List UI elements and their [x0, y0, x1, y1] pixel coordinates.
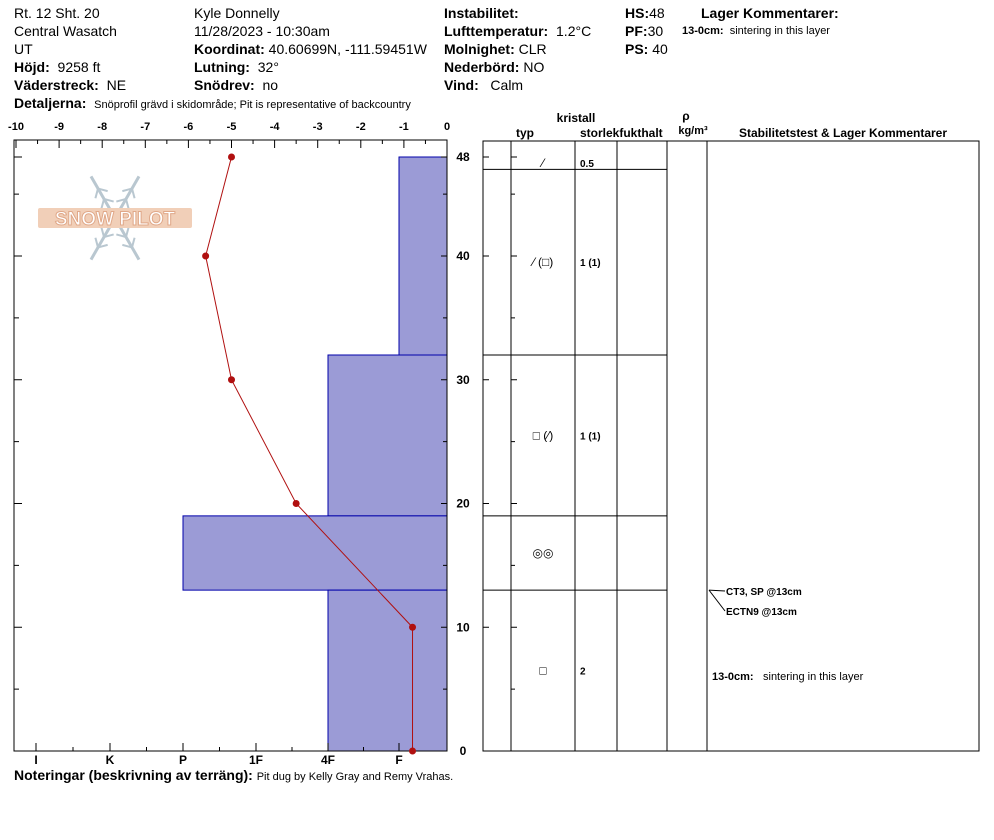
typ-header: typ: [516, 126, 534, 140]
snowflake-branch: [95, 189, 98, 199]
storlek-header: storlek: [580, 126, 620, 140]
header-layer-comment-text: sintering in this layer: [729, 25, 830, 37]
notes-value: Pit dug by Kelly Gray and Remy Vrahas.: [256, 771, 454, 783]
snowflake-branch: [132, 189, 135, 199]
site-name: Rt. 12 Sht. 20: [14, 5, 100, 21]
hardness-label: 4F: [320, 753, 336, 767]
temp-point: [409, 748, 416, 755]
ps-label: PS:: [625, 41, 649, 57]
snowflake-branch: [101, 199, 104, 209]
crystal-size: 1 (1): [580, 431, 601, 443]
hardness-label: F: [395, 753, 403, 767]
hardness-layers: [183, 157, 447, 751]
snowflake-branch: [132, 238, 135, 248]
temp-tick-label: -7: [140, 121, 151, 133]
temp-point: [228, 376, 235, 383]
stability-test-text: CT3, SP @13cm: [726, 587, 802, 598]
hardness-layer-3: [328, 590, 447, 751]
temp-tick-label: -1: [399, 121, 409, 133]
slope-label: Lutning:: [194, 59, 250, 75]
temp-point: [228, 154, 235, 161]
state-name: UT: [14, 41, 33, 57]
stability-header: Stabilitetstest & Lager Kommentarer: [738, 126, 948, 140]
blowing-value: no: [262, 77, 279, 93]
temp-tick-label: -3: [312, 121, 323, 133]
elevation-value: 9258 ft: [57, 59, 101, 75]
layer-comment-text: sintering in this layer: [763, 671, 864, 683]
blowing-label: Snödrev:: [194, 77, 255, 93]
stability-test-text: ECTN9 @13cm: [726, 607, 797, 618]
temp-point: [202, 253, 209, 260]
hardness-layer-0: [399, 157, 447, 355]
hardness-layer-2: [183, 516, 447, 590]
sky-value: CLR: [518, 41, 547, 57]
crystal-type-symbol: ⁄: [541, 156, 545, 171]
height-tick-label: 10: [456, 620, 470, 635]
instability-label: Instabilitet:: [444, 5, 519, 21]
snowflake-branch: [126, 199, 129, 209]
test-arrow: [709, 590, 725, 611]
details-value: Snöprofil grävd i skidområde; Pit is representative of backcountry: [94, 99, 411, 111]
airtemp-label: Lufttemperatur:: [444, 23, 549, 39]
layer-table: [483, 109, 979, 751]
slope-value: 32°: [257, 59, 279, 75]
height-tick-label: 48: [456, 150, 470, 164]
height-tick-label: 0: [459, 744, 467, 758]
temp-tick-label: 0: [443, 121, 451, 133]
kristall-header: kristall: [556, 111, 596, 125]
crystal-size: 1 (1): [580, 258, 601, 270]
crystal-size: 0.5: [580, 159, 594, 171]
height-tick-label: 30: [456, 372, 470, 387]
height-tick-label: 40: [456, 249, 470, 263]
temperature-axis: [8, 121, 450, 148]
hardness-layer-1: [328, 355, 447, 516]
sky-label: Molnighet:: [444, 41, 515, 57]
temp-tick-label: -6: [183, 121, 194, 133]
hardness-label: P: [178, 753, 188, 767]
hs-value: 48: [649, 5, 665, 21]
crystal-type-symbol: □: [539, 663, 547, 678]
layer-comments-label: Lager Kommentarer:: [701, 5, 839, 21]
wind-value: Calm: [490, 77, 524, 93]
temp-point: [293, 500, 300, 507]
notes-label: Noteringar (beskrivning av terräng):: [14, 767, 253, 783]
precip-value: NO: [523, 59, 545, 75]
temp-tick-label: -5: [226, 121, 237, 133]
aspect-label: Väderstreck:: [14, 77, 99, 93]
wind-label: Vind:: [444, 77, 479, 93]
pf-value: 30: [647, 23, 664, 39]
crystal-type-symbol: ◎◎: [532, 546, 554, 560]
range-name: Central Wasatch: [14, 23, 117, 39]
aspect-value: NE: [106, 77, 127, 93]
details-label: Detaljerna:: [14, 95, 87, 111]
temp-point: [409, 624, 416, 631]
pf-label: PF:: [625, 23, 648, 39]
header-layer-comment-depth: 13-0cm:: [682, 25, 724, 37]
hardness-label: K: [105, 753, 115, 767]
test-arrow: [709, 590, 725, 591]
temp-tick-label: -9: [54, 121, 64, 133]
temp-tick-label: -8: [97, 121, 108, 133]
notes-row: [14, 766, 453, 786]
layer-comment-depth: 13-0cm:: [712, 671, 754, 683]
precip-label: Nederbörd:: [444, 59, 520, 75]
airtemp-value: 1.2°C: [556, 23, 592, 39]
height-tick-label: 20: [456, 496, 470, 511]
elevation-label: Höjd:: [14, 59, 50, 75]
hs-label: HS:: [625, 5, 650, 21]
table-border: [483, 141, 979, 751]
observation-datetime: 11/28/2023 - 10:30am: [194, 23, 330, 39]
hardness-label: I: [34, 753, 38, 767]
coord-label: Koordinat:: [194, 41, 265, 57]
density-symbol: ρ: [682, 109, 690, 123]
crystal-type-symbol: ⁄ (□): [532, 255, 554, 270]
fukthalt-header: fukthalt: [619, 126, 663, 140]
snowflake-branch: [95, 238, 98, 248]
ps-value: 40: [652, 41, 668, 57]
hardness-label: 1F: [248, 753, 264, 767]
temp-tick-label: -2: [355, 121, 366, 133]
observer-name: Kyle Donnelly: [194, 5, 280, 21]
density-unit: kg/m³: [678, 125, 708, 137]
crystal-type-symbol: □ (⁄): [532, 428, 554, 443]
logo-text: SNOW PILOT: [54, 209, 176, 230]
temp-tick-label: -4: [269, 121, 280, 133]
coord-value: 40.60699N, -111.59451W: [268, 41, 427, 57]
snowpilot-logo: [38, 176, 192, 259]
temp-tick-label: -10: [8, 121, 24, 133]
crystal-size: 2: [580, 666, 586, 678]
